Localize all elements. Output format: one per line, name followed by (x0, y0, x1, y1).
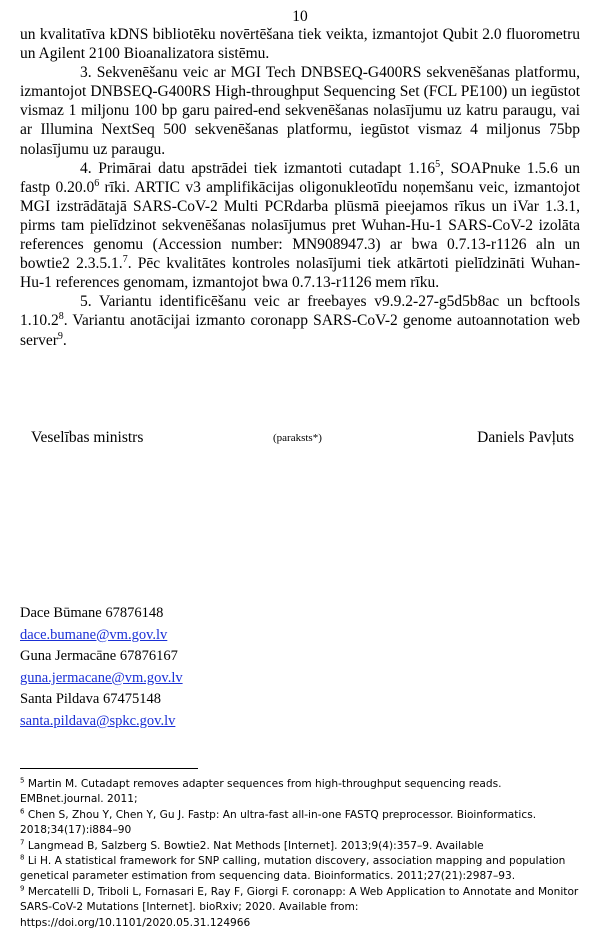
footnote: $^5$ Martin M. Cutadapt removes adapter sequences from high-throughput sequencing reads. EMBnet.journal. 2011; (20, 776, 502, 806)
footnote-ref-5[interactable]: 5 (435, 158, 441, 170)
contact-email-link[interactable]: dace.bumane@vm.gov.lv (20, 626, 168, 643)
signature-placeholder: (paraksts*) (273, 432, 322, 444)
contact-list (20, 603, 420, 733)
footnote: $^6$ Chen S, Zhou Y, Chen Y, Gu J. Fastp: An ultra-fast all-in-one FASTQ preprocessor. Bioinformatics. 2018;34(17):i884–90 (20, 807, 537, 837)
footnote: $^9$ Mercatelli D, Triboli L, Fornasari E, Ray F, Giorgi F. coronapp: A Web Application to Annotate and Monitor SARS-CoV-2 Mutations [Internet]. bioRxiv; 2020. Available from: https://doi.org/10.1101/2020.05.31.124966 (20, 884, 579, 929)
paragraph-continued: un kvalitatīva kDNS bibliotēku novērtēšana tiek veikta, izmantojot Qubit 2.0 fluorometru un Agilent 2100 Bioanalizatora sistēmu. (20, 26, 580, 63)
signature-block (20, 429, 580, 451)
contact-name: Guna Jermacāne 67876167 (20, 648, 178, 665)
contact-email-link[interactable]: santa.pildava@spkc.gov.lv (20, 712, 176, 729)
footnote-ref-8[interactable]: 8 (58, 311, 64, 323)
signatory-role: Veselības ministrs (31, 429, 144, 446)
contact-name: Santa Pildava 67475148 (20, 691, 161, 708)
main-text (20, 25, 580, 350)
footnote-ref-7[interactable]: 7 (122, 253, 128, 265)
page-number: 10 (292, 8, 308, 25)
footnote-separator (20, 768, 198, 769)
paragraph-5: 5. Variantu identificēšanu veic ar freebayes v9.9.2-27-g5d5b8ac un bcftools 1.10.2$^8$. Variantu anotācijai izmanto coronapp SARS-CoV-2 genome autoannotation web server$^9$. (20, 293, 580, 349)
paragraph-3: 3. Sekvenēšanu veic ar MGI Tech DNBSEQ-G400RS sekvenēšanas platformu, izmantojot DNBSEQ-G400RS High-throughput Sequencing Set (FCL PE100) un iegūstot vismaz 1 miljonu 100 bp garu paired-end sekvenēšanas nolasījumu uz katru paraugu, vai ar Illumina NextSeq 500 sekvenēšanas platformu, iegūstot vismaz 4 miljonus 75bp nolasījumu uz paraugu. (20, 64, 580, 158)
footnote-ref-6[interactable]: 6 (94, 177, 100, 189)
footnotes (20, 777, 585, 931)
contact-name: Dace Būmane 67876148 (20, 605, 164, 621)
footnote-ref-9[interactable]: 9 (57, 330, 63, 342)
footnote: $^8$ Li H. A statistical framework for SNP calling, mutation discovery, association mapping and population genetical parameter estimation from sequencing data. Bioinformatics. 2011;27(21):2987–93. (20, 853, 566, 883)
paragraph-4: 4. Primārai datu apstrādei tiek izmantoti cutadapt 1.16$^5$, SOAPnuke 1.5.6 un fastp 0.20.0$^6$ rīki. ARTIC v3 amplifikācijas oligonukleotīdu noņemšanu veic, izmantojot MGI izstrādātajā SARS-CoV-2 Multi PCRdarba plūsmā pieejamos rīkus un iVar 1.3.1, pirms tam pielīdzinot sekvenēšanas nolasījumus pret Wuhan-Hu-1 SARS-CoV-2 izolāta references genomu (Accession number: MN908947.3) ar bwa 0.7.13-r1126 aln un bowtie2 2.3.5.1.$^7$. Pēc kvalitātes kontroles nolasījumi tiek atkārtoti pielīdzināti Wuhan-Hu-1 references genomam, izmantojot bwa 0.7.13-r1126 mem rīku. (20, 158, 581, 292)
signatory-name: Daniels Pavļuts (477, 429, 574, 446)
contact-email-link[interactable]: guna.jermacane@vm.gov.lv (20, 669, 183, 686)
footnote: $^7$ Langmead B, Salzberg S. Bowtie2. Nat Methods [Internet]. 2013;9(4):357–9. Available (20, 838, 484, 852)
